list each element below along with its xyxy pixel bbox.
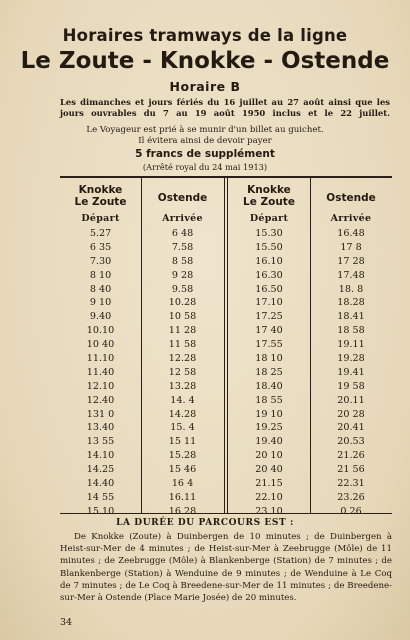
time-cell: 15.50 bbox=[255, 241, 283, 253]
notice-line-2: jours ouvrables du 7 au 19 août 1950 inclus et le 22 juillet. bbox=[60, 108, 390, 118]
time-cell: 12.28 bbox=[168, 353, 197, 365]
col-header-1-line-1: Knokke bbox=[78, 184, 123, 196]
time-cell: 14.25 bbox=[86, 464, 115, 476]
time-cell: 17.55 bbox=[255, 339, 283, 351]
time-cell: 18. 8 bbox=[338, 283, 364, 295]
time-cell: 6 48 bbox=[171, 228, 194, 239]
time-cell: 19 58 bbox=[337, 380, 365, 392]
supplement-notice: 5 francs de supplément bbox=[135, 148, 275, 160]
royal-decree-text: Arrêté royal du 24 mai 1913) bbox=[146, 162, 268, 172]
col-header-1-line-2: Le Zoute bbox=[74, 196, 127, 208]
col-header-knokke-1 bbox=[60, 184, 141, 208]
time-cell: 6 35 bbox=[89, 241, 112, 253]
time-cell: 19.41 bbox=[337, 366, 365, 378]
col-header-knokke-2 bbox=[228, 184, 310, 208]
table-bottom-rule bbox=[60, 513, 392, 514]
times-column-ostende-2 bbox=[310, 227, 392, 519]
time-cell: 18 55 bbox=[255, 394, 283, 406]
time-cell: 22.31 bbox=[337, 478, 365, 490]
time-cell: 11.40 bbox=[86, 366, 115, 378]
time-cell: 8 10 bbox=[89, 269, 112, 281]
ticket-notice-line-1: Le Voyageur est prié à se munir d'un billet au guichet. bbox=[86, 125, 324, 135]
time-cell: 19.11 bbox=[337, 339, 365, 351]
time-cell: 17 40 bbox=[255, 325, 283, 337]
time-cell: 21 56 bbox=[337, 464, 365, 476]
time-cell: 18 58 bbox=[337, 325, 365, 337]
time-cell: 17.10 bbox=[255, 297, 283, 309]
time-cell: 16.11 bbox=[168, 491, 197, 503]
time-cell: 15. 4 bbox=[170, 422, 195, 434]
time-cell: 9 10 bbox=[89, 297, 112, 309]
time-cell: 9 28 bbox=[171, 269, 194, 281]
validity-notice bbox=[60, 97, 390, 119]
time-cell: 20 28 bbox=[337, 408, 365, 420]
schedule-label: Horaire B bbox=[169, 79, 241, 94]
time-cell: 16 4 bbox=[171, 478, 194, 490]
time-cell: 16.30 bbox=[255, 269, 283, 281]
time-cell: 9.40 bbox=[89, 311, 112, 323]
time-cell: 15 46 bbox=[168, 464, 197, 476]
time-cell: 14.28 bbox=[168, 408, 197, 420]
time-cell: 16 28 bbox=[168, 505, 197, 517]
time-cell: 20 10 bbox=[255, 450, 283, 462]
page-title: Horaires tramways de la ligne bbox=[62, 26, 348, 45]
time-cell: 8 58 bbox=[171, 255, 194, 267]
time-cell: 15.28 bbox=[168, 450, 197, 462]
col-header-3-line-1: Knokke bbox=[247, 184, 291, 196]
time-cell: 11.10 bbox=[86, 353, 115, 365]
time-cell: 12.40 bbox=[86, 394, 115, 406]
time-cell: 5.27 bbox=[89, 228, 112, 239]
ticket-notice bbox=[0, 125, 410, 147]
time-cell: 20 40 bbox=[255, 464, 283, 476]
time-cell: 19.40 bbox=[255, 436, 283, 448]
time-cell: 16.10 bbox=[255, 255, 283, 267]
times-column-knokke-2 bbox=[228, 227, 310, 519]
col-sub-arrivee-2: Arrivée bbox=[330, 213, 372, 224]
time-cell: 21.26 bbox=[337, 450, 365, 462]
times-column-knokke-1 bbox=[60, 227, 141, 519]
col-header-2-line-1: Ostende bbox=[157, 192, 208, 204]
time-cell: 14. 4 bbox=[170, 394, 195, 406]
time-cell: 11 28 bbox=[168, 325, 197, 337]
time-cell: 20.11 bbox=[337, 394, 365, 406]
time-cell: 11 58 bbox=[168, 339, 197, 351]
time-cell: 18.40 bbox=[255, 380, 283, 392]
time-cell: 10.28 bbox=[168, 297, 197, 309]
time-cell: 16.50 bbox=[255, 283, 283, 295]
col-header-4-line-1: Ostende bbox=[326, 192, 376, 204]
duration-heading: LA DURÉE DU PARCOURS EST : bbox=[116, 518, 294, 528]
time-cell: 14.10 bbox=[86, 450, 115, 462]
time-cell: 8 40 bbox=[89, 283, 112, 295]
time-cell: 15 11 bbox=[168, 436, 197, 448]
time-cell: 23.26 bbox=[337, 491, 365, 503]
col-sub-depart-2: Départ bbox=[249, 213, 289, 224]
time-cell: 19.28 bbox=[337, 353, 365, 365]
time-cell: 13.40 bbox=[86, 422, 115, 434]
time-cell: 14 55 bbox=[86, 491, 115, 503]
royal-decree-ref: (Arrêté royal du 24 mai 1913) bbox=[142, 162, 268, 172]
time-cell: 18.41 bbox=[337, 311, 365, 323]
time-cell: 9.58 bbox=[171, 283, 194, 295]
time-cell: 13.28 bbox=[168, 380, 197, 392]
page-number: 34 bbox=[60, 617, 73, 628]
col-sub-depart-1: Départ bbox=[81, 213, 120, 224]
duration-paragraph: De Knokke (Zoute) à Duinbergen de 10 minutes ; de Duinbergen à Heist-sur-Mer de 4 minutes ; de Heist-sur-Mer à Zeebrugge (Môle) de 11 minutes ; de Zeebrugge (Môle) à Blankenberge (Station) de 7 minutes ; de Blankenberge (Station) à Wenduine de 9 minutes ; de Wenduine à Le Coq de 7 minutes ; de Le Coq à Breedene-sur-Mer de 11 minutes ; de Breedene-sur-Mer à Ostende (Place Marie Josée) de 20 minutes. bbox=[60, 532, 392, 604]
time-cell: 17 28 bbox=[337, 255, 365, 267]
time-cell: 12 58 bbox=[168, 366, 197, 378]
time-cell: 12.10 bbox=[86, 380, 115, 392]
col-sub-arrivee-1: Arrivée bbox=[162, 213, 203, 224]
time-cell: 17 8 bbox=[340, 241, 362, 253]
time-cell: 7.58 bbox=[171, 241, 194, 253]
time-cell: 23 10 bbox=[255, 505, 283, 517]
route-title: Le Zoute - Knokke - Ostende bbox=[20, 48, 390, 74]
time-cell: 14.40 bbox=[86, 478, 115, 490]
time-cell: 19 10 bbox=[255, 408, 283, 420]
time-cell: 7.30 bbox=[89, 255, 112, 267]
time-cell: 18 25 bbox=[255, 366, 283, 378]
time-cell: 16.48 bbox=[337, 228, 365, 239]
time-cell: 20.41 bbox=[337, 422, 365, 434]
time-cell: 13 55 bbox=[86, 436, 115, 448]
time-cell: 19.25 bbox=[255, 422, 283, 434]
time-cell: 22.10 bbox=[255, 491, 283, 503]
time-cell: 10 40 bbox=[86, 339, 115, 351]
time-cell: 15.30 bbox=[255, 228, 283, 239]
col-header-3-line-2: Le Zoute bbox=[243, 196, 295, 208]
time-cell: 20.53 bbox=[337, 436, 365, 448]
times-column-ostende-1 bbox=[141, 227, 224, 519]
time-cell: 131 0 bbox=[86, 408, 115, 420]
time-cell: 21.15 bbox=[255, 478, 283, 490]
col-header-ostende-2 bbox=[310, 192, 392, 204]
ticket-notice-line-2: Il évitera ainsi de devoir payer bbox=[138, 136, 272, 146]
time-cell: 18 10 bbox=[255, 353, 283, 365]
time-cell: 17.48 bbox=[337, 269, 365, 281]
time-cell: 0 26 bbox=[340, 505, 362, 517]
col-header-ostende-1 bbox=[141, 192, 224, 204]
time-cell: 15.10 bbox=[86, 505, 115, 517]
time-cell: 17.25 bbox=[255, 311, 283, 323]
notice-line-1: Les dimanches et jours fériés du 16 juillet au 27 août ainsi que les bbox=[60, 97, 390, 107]
time-cell: 18.28 bbox=[337, 297, 365, 309]
time-cell: 10 58 bbox=[168, 311, 197, 323]
time-cell: 10.10 bbox=[86, 325, 115, 337]
